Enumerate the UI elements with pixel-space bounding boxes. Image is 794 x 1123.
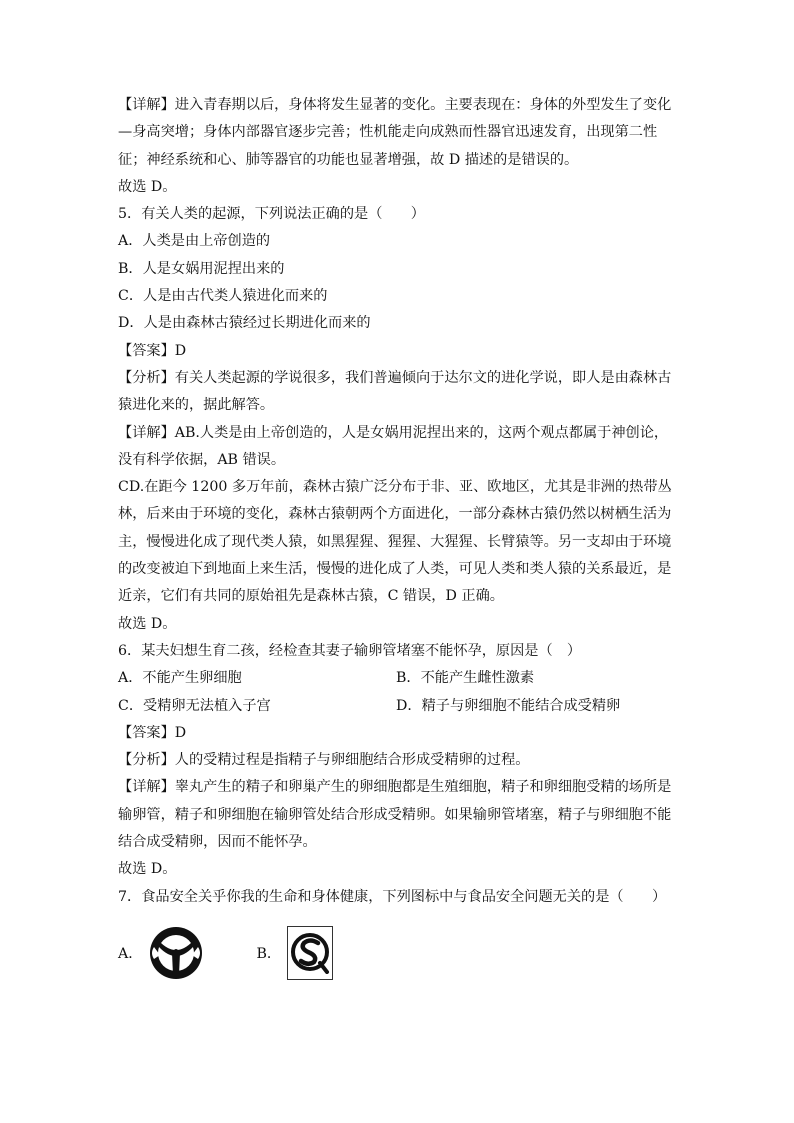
q5-cd-line-3: 主，慢慢进化成了现代类人猿，如黑猩猩、猩猩、大猩猩、长臂猿等。另一支却由于环境 bbox=[118, 533, 672, 550]
q6-stem: 6．某夫妇想生育二孩，经检查其妻子输卵管堵塞不能怀孕，原因是（ ） bbox=[118, 642, 582, 659]
q5-option-c: C．人是由古代类人猿进化而来的 bbox=[118, 288, 328, 305]
q6-options-row-2 bbox=[118, 693, 678, 720]
q5-stem: 5．有关人类的起源，下列说法正确的是（ ） bbox=[118, 206, 425, 223]
q5-cd-line-4: 的改变被迫下到地面上来生活，慢慢的进化成了人类，可见人类和类人猿的关系最近，是 bbox=[118, 561, 672, 578]
q5-cd-line-1: CD.在距今 1200 多万年前，森林古猿广泛分布于非、亚、欧地区，尤其是非洲的热带丛 bbox=[118, 479, 672, 496]
q6-explain-line-2: 输卵管，精子和卵细胞在输卵管处结合形成受精卵。如果输卵管堵塞，精子与卵细胞不能 bbox=[118, 806, 672, 823]
q6-explain-line-3: 结合成受精卵，因而不能怀孕。 bbox=[118, 834, 317, 851]
q7-options-row bbox=[118, 921, 678, 985]
q6-explain-line-1: 【详解】睾丸产生的精子和卵巢产生的卵细胞都是生殖细胞，精子和卵细胞受精的场所是 bbox=[118, 779, 672, 796]
q5-analysis-line-1: 【分析】有关人类起源的学说很多，我们普遍倾向于达尔文的进化学说，即人是由森林古 bbox=[118, 369, 672, 386]
q5-cd-line-2: 林，后来由于环境的变化，森林古猿朝两个方面进化，一部分森林古猿仍然以树栖生活为 bbox=[118, 506, 672, 523]
qs-logo-icon bbox=[290, 932, 330, 974]
q6-option-d: D．精子与卵细胞不能结合成受精卵 bbox=[396, 697, 621, 714]
q5-choose: 故选 D。 bbox=[118, 615, 177, 632]
q5-cd-line-5: 近亲，它们有共同的原始祖先是森林古猿，C 错误，D 正确。 bbox=[118, 588, 504, 605]
q7-stem: 7．食品安全关乎你我的生命和身体健康，下列图标中与食品安全问题无关的是（ ） bbox=[118, 888, 667, 905]
q5-answer: 【答案】D bbox=[118, 342, 187, 359]
q6-choose: 故选 D。 bbox=[118, 861, 177, 878]
q6-option-b: B．不能产生雌性激素 bbox=[396, 670, 535, 687]
q5-option-d: D．人是由森林古猿经过长期进化而来的 bbox=[118, 315, 371, 332]
document-page bbox=[118, 92, 678, 985]
q4-explain-line-3: 征；神经系统和心、肺等器官的功能也显著增强，故 D 描述的是错误的。 bbox=[118, 151, 579, 168]
q7-option-a-label: A． bbox=[118, 945, 143, 962]
q4-explain-line-1: 【详解】进入青春期以后，身体将发生显著的变化。主要表现在：身体的外型发生了变化 bbox=[118, 97, 672, 113]
q6-option-a: A．不能产生卵细胞 bbox=[118, 670, 242, 687]
q6-answer: 【答案】D bbox=[118, 724, 187, 741]
q5-option-b: B．人是女娲用泥捏出来的 bbox=[118, 260, 285, 277]
green-food-logo-icon bbox=[148, 925, 204, 981]
q4-choose: 故选 D。 bbox=[118, 178, 177, 195]
q6-options-row-1 bbox=[118, 665, 678, 692]
q6-analysis: 【分析】人的受精过程是指精子与卵细胞结合形成受精卵的过程。 bbox=[118, 752, 530, 769]
q5-option-a: A．人类是由上帝创造的 bbox=[118, 233, 271, 250]
q5-explain-line-2: 没有科学依据，AB 错误。 bbox=[118, 451, 286, 468]
q4-explain-line-2: —身高突增；身体内部器官逐步完善；性机能走向成熟而性器官迅速发育，出现第二性 bbox=[118, 124, 658, 141]
qs-logo-frame bbox=[287, 926, 333, 980]
q7-option-b-label: B． bbox=[256, 945, 282, 962]
q5-explain-line-1: 【详解】AB.人类是由上帝创造的，人是女娲用泥捏出来的，这两个观点都属于神创论， bbox=[118, 424, 669, 441]
q5-analysis-line-2: 猿进化来的，据此解答。 bbox=[118, 397, 275, 414]
q6-option-c: C．受精卵无法植入子宫 bbox=[118, 697, 271, 714]
